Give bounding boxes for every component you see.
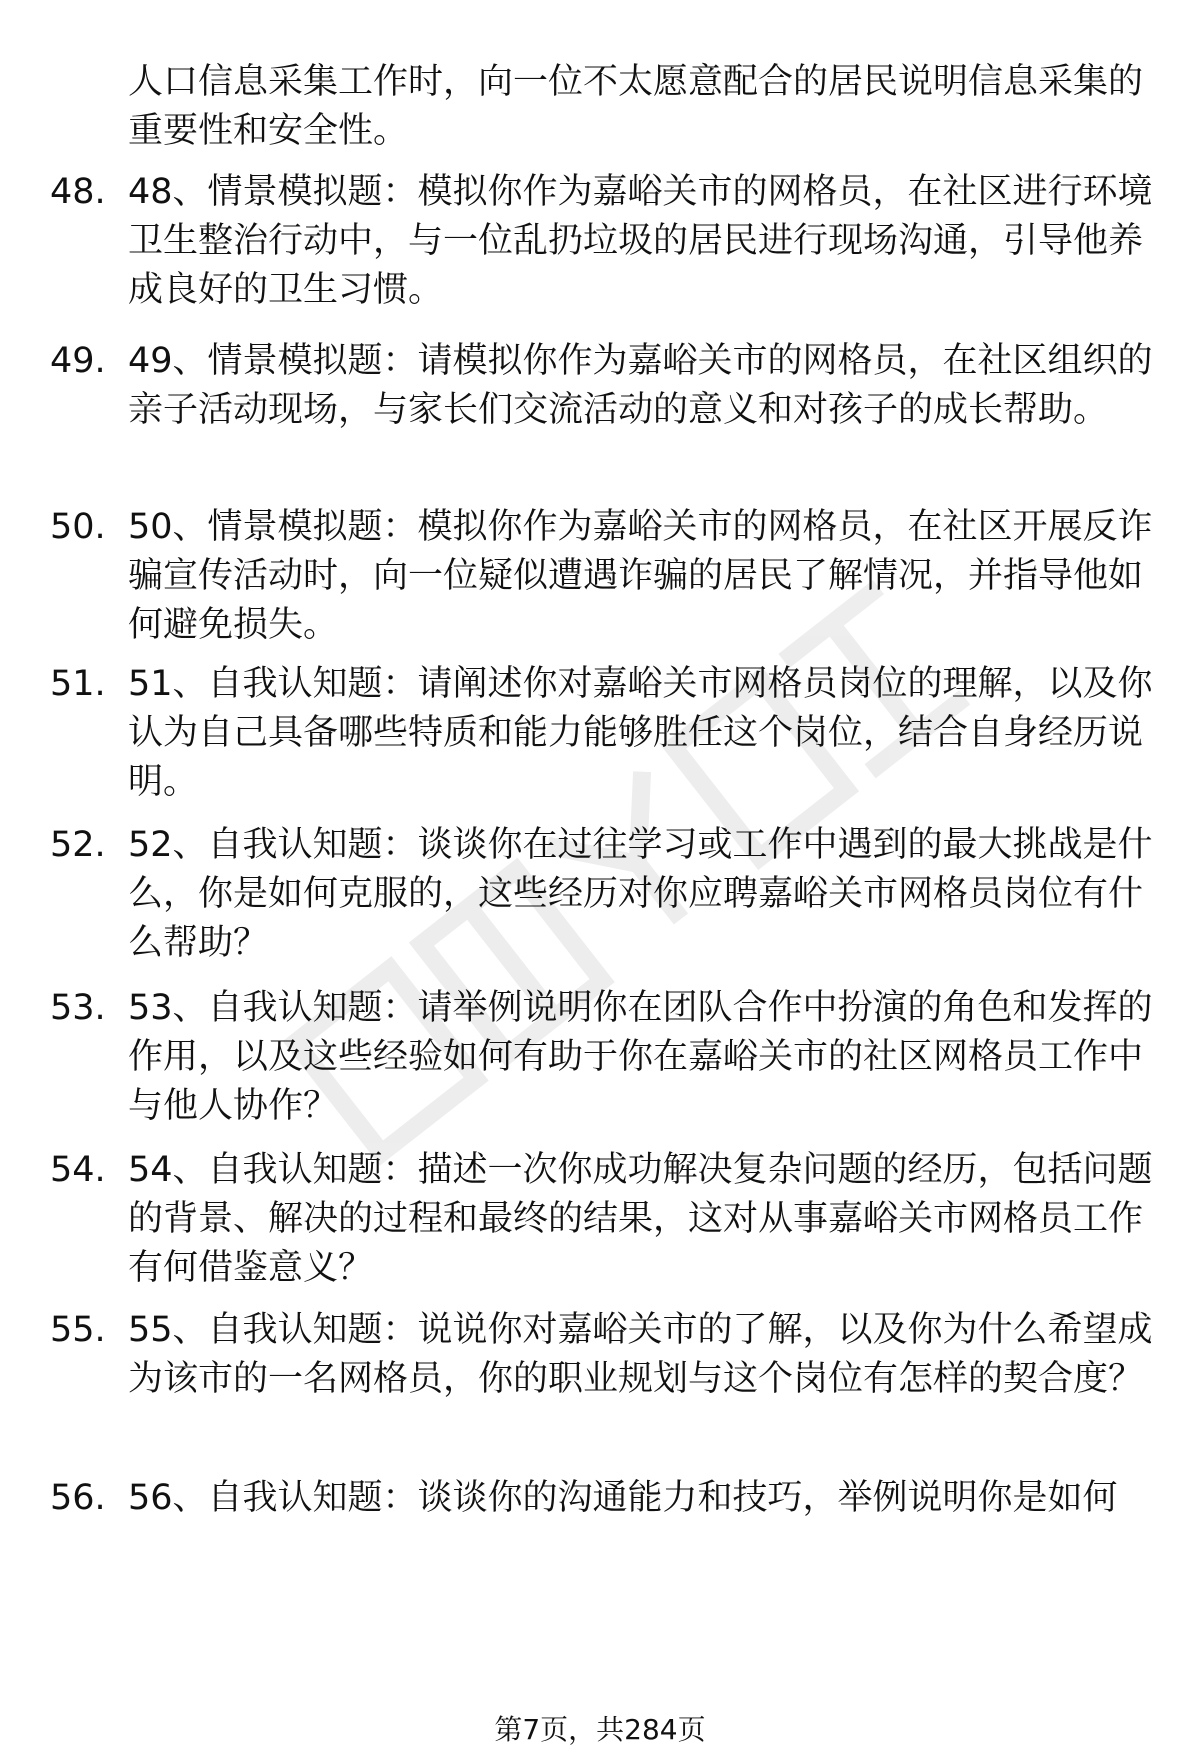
continuation-paragraph: 人口信息采集工作时，向一位不太愿意配合的居民说明信息采集的重要性和安全性。 xyxy=(128,62,1144,151)
question-text: 52、自我认知题：谈谈你在过往学习或工作中遇到的最大挑战是什么，你是如何克服的，这些经历对你应聘嘉峪关市网格员岗位有什么帮助？ xyxy=(128,825,1153,963)
question-text: 50、情景模拟题：模拟你作为嘉峪关市的网格员，在社区开展反诈骗宣传活动时，向一位疑似遭遇诈骗的居民了解情况，并指导他如何避免损失。 xyxy=(128,507,1153,645)
question-text: 53、自我认知题：请举例说明你在团队合作中扮演的角色和发挥的作用，以及这些经验如何有助于你在嘉峪关市的社区网格员工作中与他人协作？ xyxy=(128,988,1153,1126)
question-number: 56. xyxy=(50,1478,106,1518)
question-item xyxy=(50,1474,1158,1523)
question-number: 51. xyxy=(50,664,106,704)
question-item xyxy=(50,821,1158,968)
question-number: 48. xyxy=(50,172,106,212)
question-item xyxy=(50,984,1158,1131)
question-number: 52. xyxy=(50,825,106,865)
question-item xyxy=(50,337,1158,435)
question-text: 49、情景模拟题：请模拟你作为嘉峪关市的网格员，在社区组织的亲子活动现场，与家长们交流活动的意义和对孩子的成长帮助。 xyxy=(128,341,1153,430)
question-item xyxy=(50,1306,1158,1404)
question-item xyxy=(50,168,1158,315)
question-number: 53. xyxy=(50,988,106,1028)
question-number: 54. xyxy=(50,1150,106,1190)
question-text: 56、自我认知题：谈谈你的沟通能力和技巧，举例说明你是如何 xyxy=(128,1478,1118,1518)
question-number: 55. xyxy=(50,1310,106,1350)
question-number: 50. xyxy=(50,507,106,547)
question-text: 51、自我认知题：请阐述你对嘉峪关市网格员岗位的理解，以及你认为自己具备哪些特质和能力能够胜任这个岗位，结合自身经历说明。 xyxy=(128,664,1153,802)
page-footer: 第7页，共284页 xyxy=(494,1713,706,1746)
question-item xyxy=(50,660,1158,807)
question-number: 49. xyxy=(50,341,106,381)
question-text: 54、自我认知题：描述一次你成功解决复杂问题的经历，包括问题的背景、解决的过程和最终的结果，这对从事嘉峪关市网格员工作有何借鉴意义？ xyxy=(128,1150,1153,1288)
question-text: 55、自我认知题：说说你对嘉峪关市的了解，以及你为什么希望成为该市的一名网格员，你的职业规划与这个岗位有怎样的契合度？ xyxy=(128,1310,1153,1399)
question-text: 48、情景模拟题：模拟你作为嘉峪关市的网格员，在社区进行环境卫生整治行动中，与一位乱扔垃圾的居民进行现场沟通，引导他养成良好的卫生习惯。 xyxy=(128,172,1153,310)
question-item xyxy=(50,1146,1158,1293)
question-item xyxy=(50,503,1158,650)
